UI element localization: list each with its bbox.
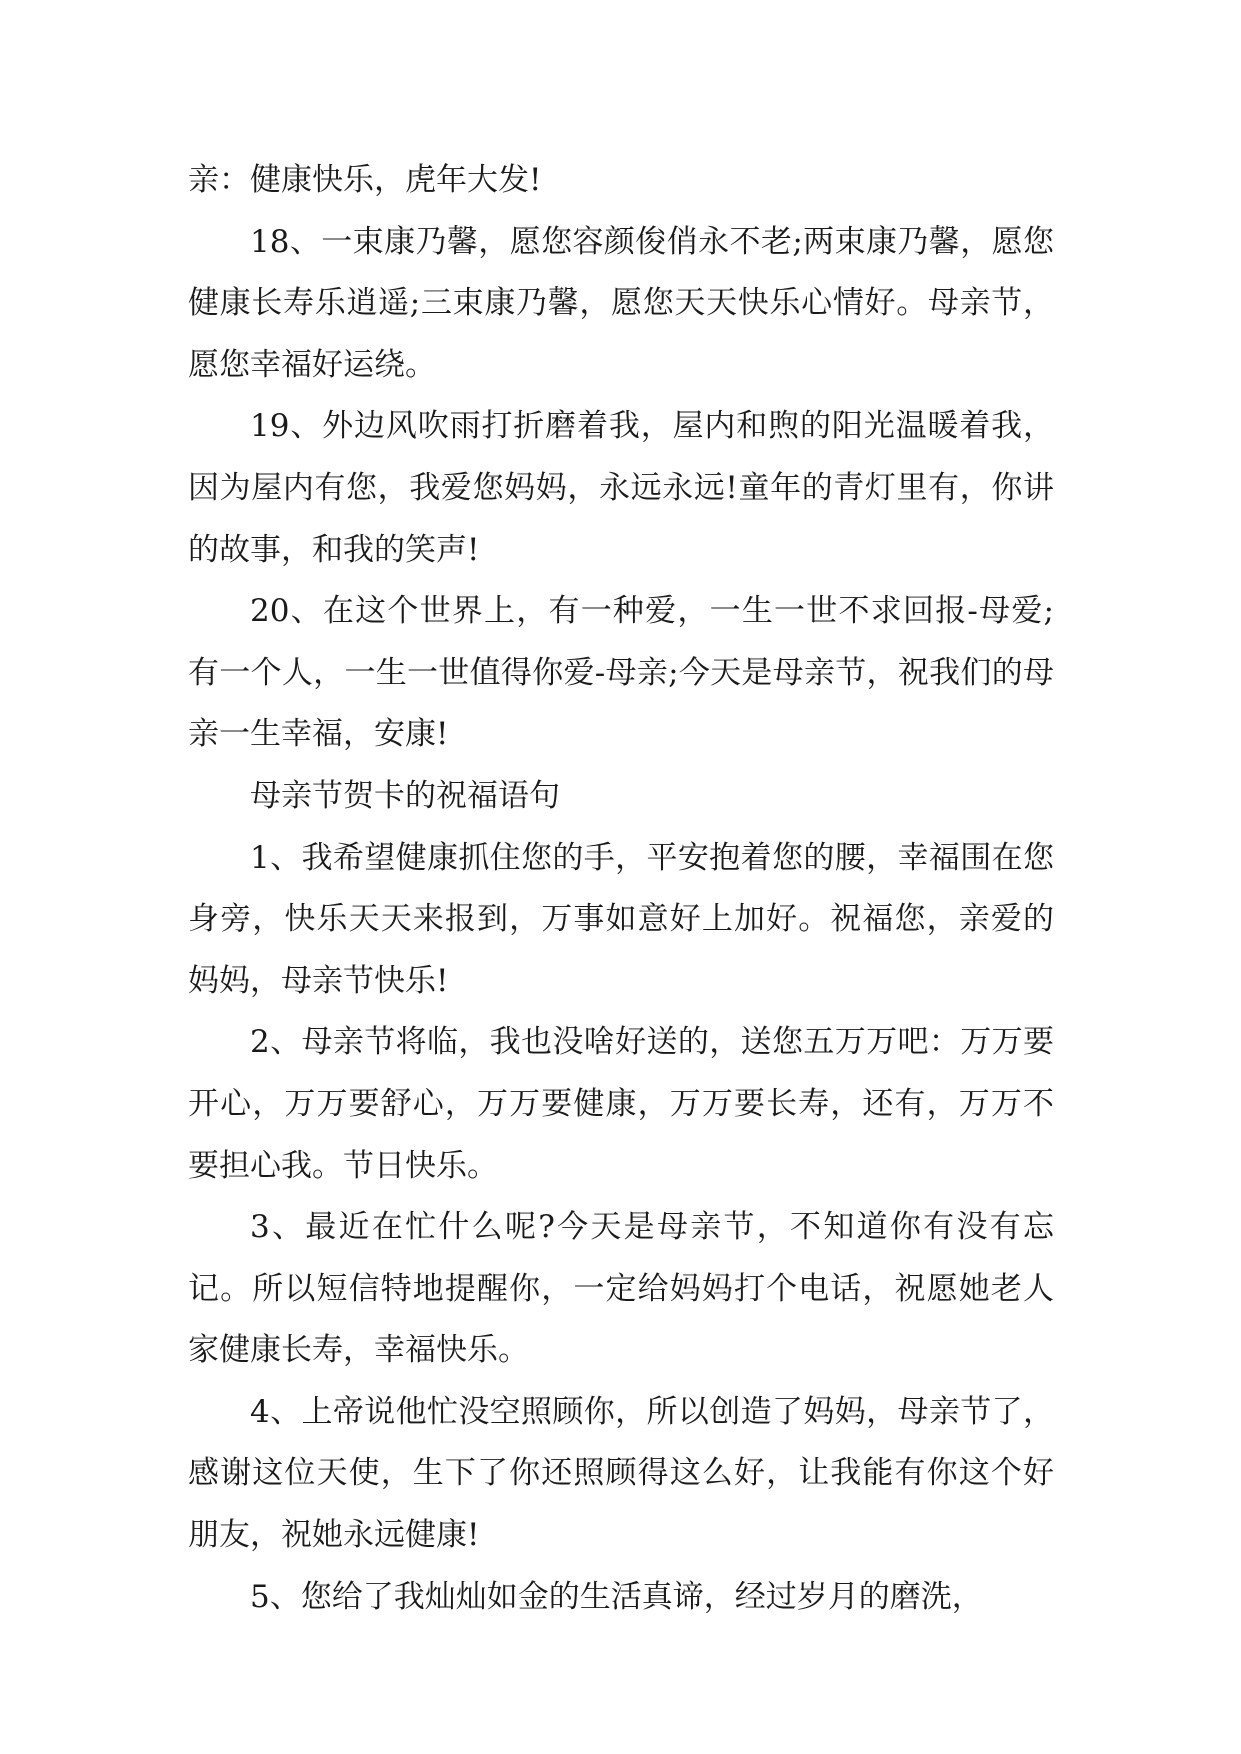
- section-heading: 母亲节贺卡的祝福语句: [250, 777, 560, 814]
- document-body: [188, 150, 1054, 1628]
- paragraph-wish-4: 4、上帝说他忙没空照顾你，所以创造了妈妈，母亲节了，感谢这位天使，生下了你还照顾得这么好，让我能有你这个好朋友，祝她永远健康!: [188, 1393, 1054, 1554]
- paragraph-wish-19: 19、外边风吹雨打折磨着我，屋内和煦的阳光温暖着我，因为屋内有您，我爱您妈妈，永远永远!童年的青灯里有，你讲的故事，和我的笑声!: [188, 408, 1054, 568]
- paragraph-wish-18: 18、一束康乃馨，愿您容颜俊俏永不老;两束康乃馨，愿您健康长寿乐逍遥;三束康乃馨，愿您天天快乐心情好。母亲节，愿您幸福好运绕。: [188, 223, 1054, 383]
- paragraph-continuation: 亲：健康快乐，虎年大发!: [188, 162, 542, 198]
- paragraph-wish-2: 2、母亲节将临，我也没啥好送的，送您五万万吧：万万要开心，万万要舒心，万万要健康，万万要长寿，还有，万万不要担心我。节日快乐。: [188, 1024, 1054, 1184]
- paragraph-wish-1: 1、我希望健康抓住您的手，平安抱着您的腰，幸福围在您身旁，快乐天天来报到，万事如意好上加好。祝福您，亲爱的妈妈，母亲节快乐!: [188, 839, 1054, 999]
- paragraph-wish-5: 5、您给了我灿灿如金的生活真谛，经过岁月的磨洗，: [250, 1578, 983, 1615]
- paragraph-wish-20: 20、在这个世界上，有一种爱，一生一世不求回报-母爱;有一个人，一生一世值得你爱-母亲;今天是母亲节，祝我们的母亲一生幸福，安康!: [188, 593, 1054, 753]
- paragraph-wish-3: 3、最近在忙什么呢?今天是母亲节，不知道你有没有忘记。所以短信特地提醒你，一定给妈妈打个电话，祝愿她老人家健康长寿，幸福快乐。: [188, 1209, 1054, 1369]
